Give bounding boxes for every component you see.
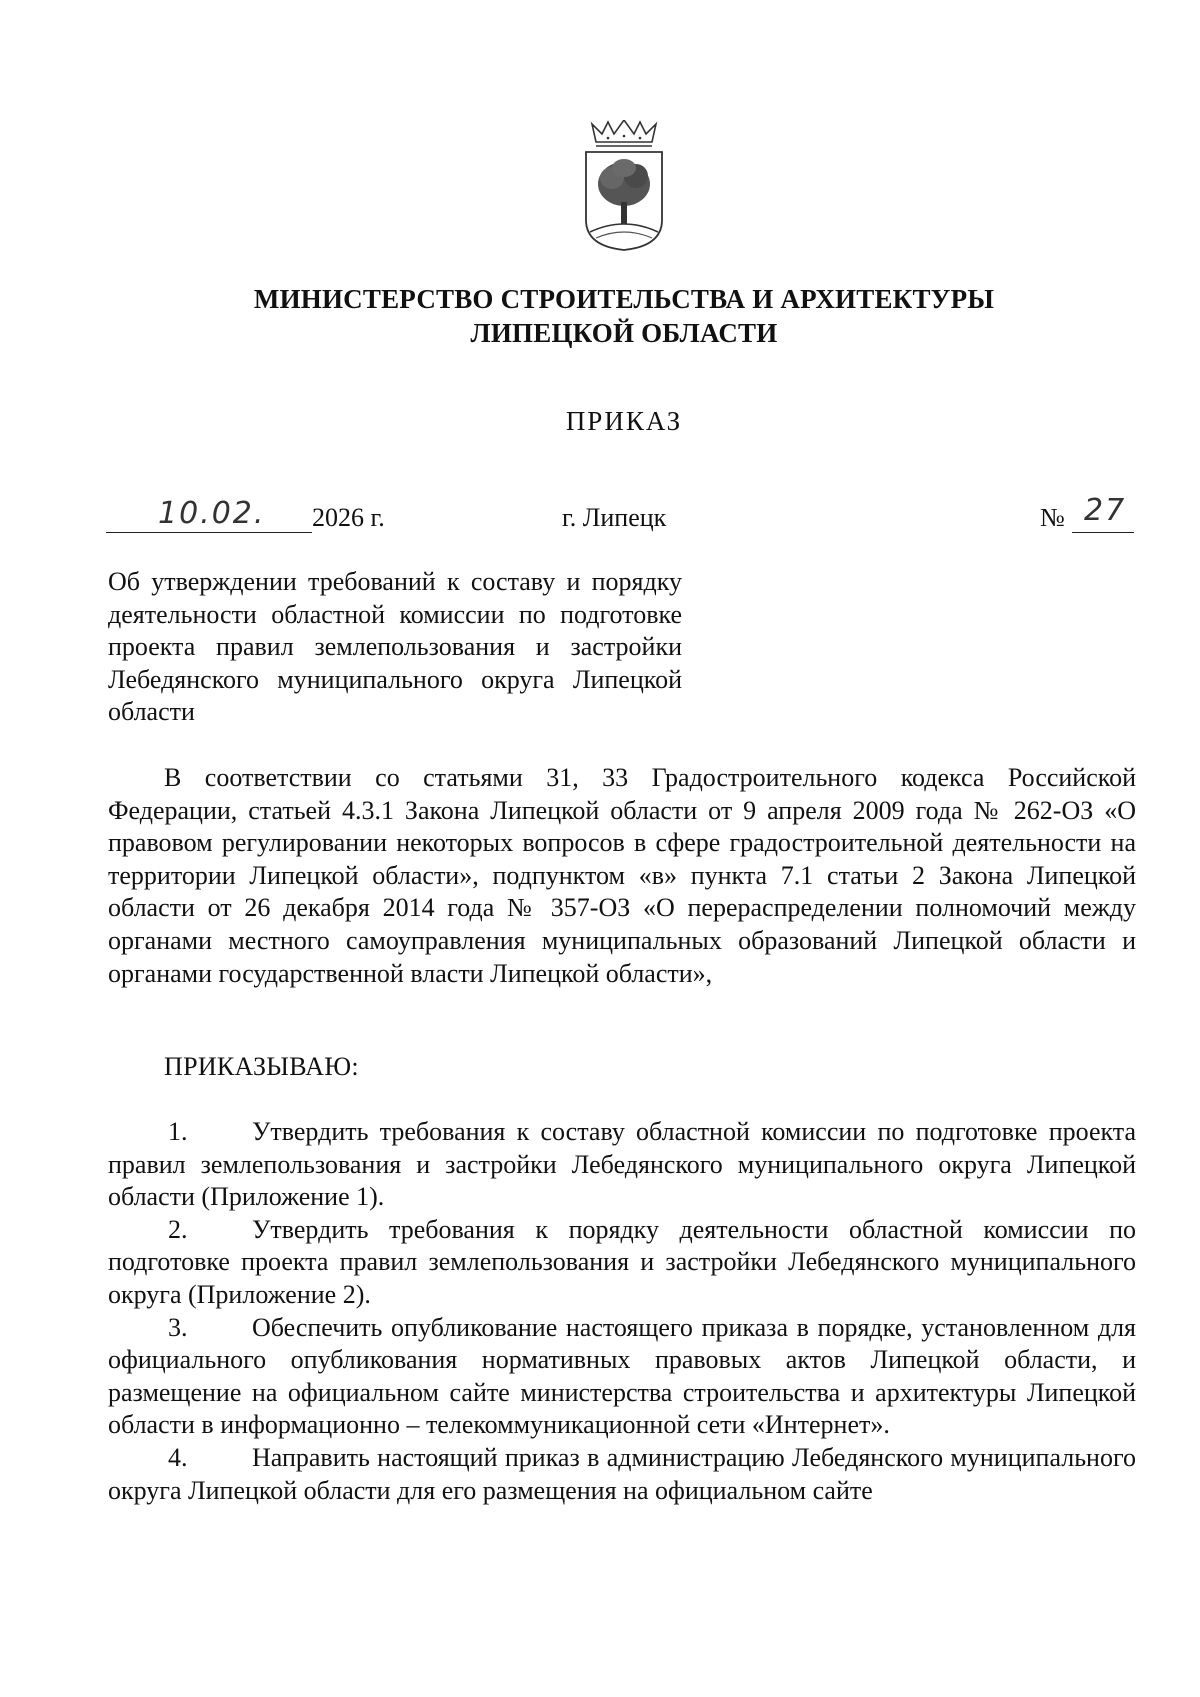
preamble: В соответствии со статьями 31, 33 Градостроительного кодекса Российской Федерации, статьей 4.3.1 Закона Липецкой области от 9 апреля 2009 года № 262-ОЗ «О правовом регулировании некоторых вопросов в сфере градостроительной деятельности на территории Липецкой области», подпунктом «в» пункта 7.1 статьи 2 Закона Липецкой области от 26 декабря 2014 года № 357-ОЗ «О перераспределении полномочий между органами местного самоуправления муниципальных образований Липецкой области и органами государственной власти Липецкой области», [108,763,1136,988]
item-text: Утвердить требования к составу областной комиссии по подготовке проекта правил землепользования и застройки Лебедянского муниципального округа Липецкой области (Приложение 1). [108,1117,1136,1212]
order-item [108,1442,1136,1507]
item-number: 2. [168,1214,188,1244]
item-number: 3. [168,1312,188,1342]
city: г. Липецк [562,503,667,532]
order-item [108,1312,1136,1442]
decree-heading: ПРИКАЗЫВАЮ: [164,1052,359,1081]
order-item [108,1116,1136,1214]
lipetsk-coat-of-arms-icon [578,120,670,252]
document-subject: Об утверждении требований к составу и порядку деятельности областной комиссии по подготовке проекта правил землепользования и застройки Лебедянского муниципального округа Липецкой области [108,567,682,727]
date-year: 2026 г. [312,503,385,532]
ministry-name [0,282,1200,350]
item-number: 4. [168,1442,188,1472]
order-item [108,1214,1136,1312]
item-number: 1. [168,1117,188,1146]
order-items [108,1116,1136,1507]
item-text: Обеспечить опубликование настоящего приказа в порядке, установленном для официального опубликования нормативных правовых актов Липецкой области, и размещение на официальном сайте министерства строительства и архитектуры Липецкой области в информационно – телекоммуникационной сети «Интернет». [108,1312,1136,1440]
date-handwritten: 10.02. [158,496,266,531]
document-type: ПРИКАЗ [565,406,683,436]
ministry-line-2: ЛИПЕЦКОЙ ОБЛАСТИ [470,318,778,348]
number-sign: № [1040,503,1065,532]
item-text: Направить настоящий приказ в администрацию Лебедянского муниципального округа Липецкой области для его размещения на официальном сайте [108,1442,1136,1505]
ministry-line-1: МИНИСТЕРСТВО СТРОИТЕЛЬСТВА И АРХИТЕКТУРЫ [253,284,995,314]
item-text: Утвердить требования к порядку деятельности областной комиссии по подготовке проекта правил землепользования и застройки Лебедянского муниципального округа (Приложение 2). [108,1214,1136,1309]
number-handwritten: 27 [1084,493,1127,528]
